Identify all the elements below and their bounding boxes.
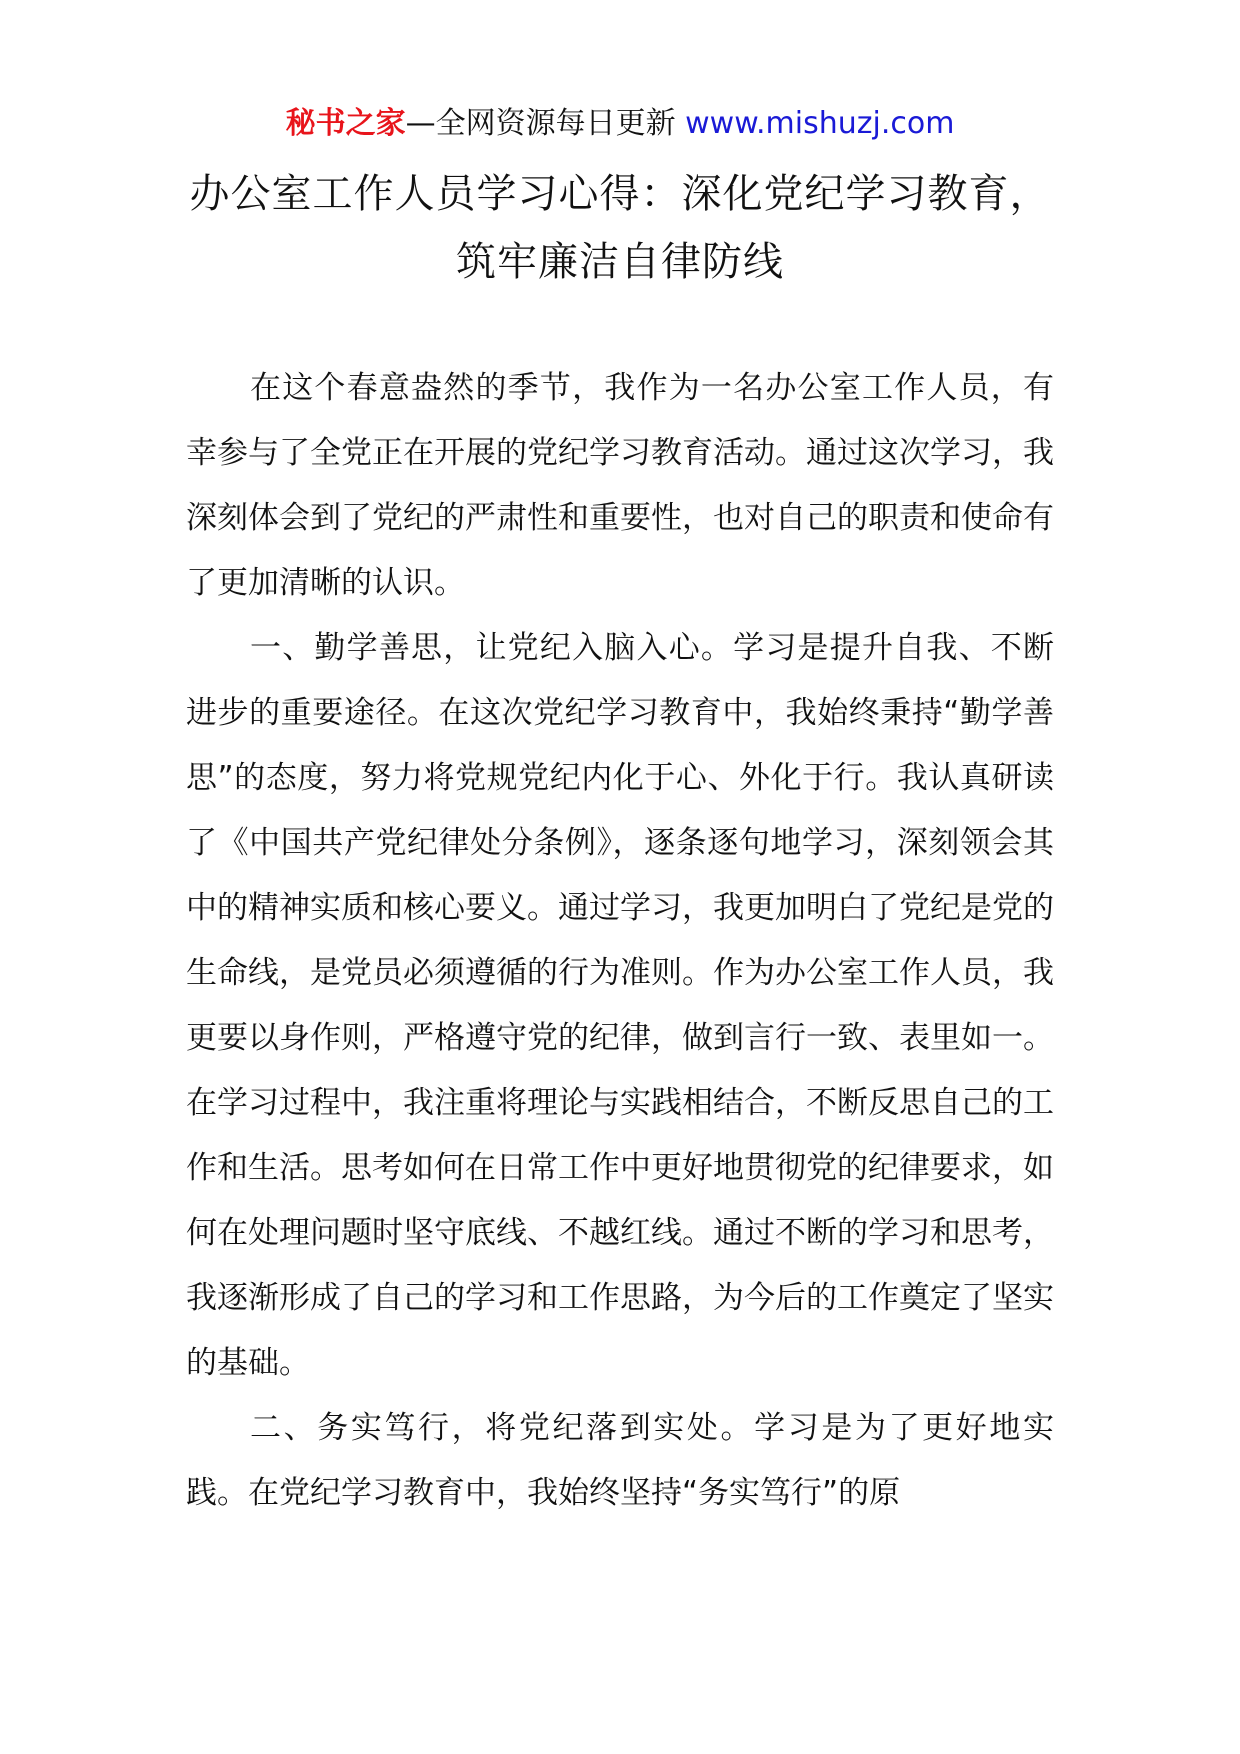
document-title: 办公室工作人员学习心得：深化党纪学习教育，筑牢廉洁自律防线 xyxy=(189,171,1051,285)
brand-name: 秘书之家 xyxy=(285,106,406,141)
source-header xyxy=(0,96,1240,152)
section-two-paragraph: 二、务实笃行，将党纪落到实处。学习是为了更好地实践。在党纪学习教育中，我始终坚持“务实笃行”的原 xyxy=(186,1410,1054,1511)
header-tagline: —全网资源每日更新 xyxy=(405,106,686,141)
website-link[interactable]: www.mishuzj.com xyxy=(685,106,955,141)
document-body xyxy=(186,356,1054,1526)
section-one-paragraph: 一、勤学善思，让党纪入脑入心。学习是提升自我、不断进步的重要途径。在这次党纪学习教育中，我始终秉持“勤学善思”的态度，努力将党规党纪内化于心、外化于行。我认真研读了《中国共产党纪律处分条例》，逐条逐句地学习，深刻领会其中的精神实质和核心要义。通过学习，我更加明白了党纪是党的生命线，是党员必须遵循的行为准则。作为办公室工作人员，我更要以身作则，严格遵守党的纪律，做到言行一致、表里如一。在学习过程中，我注重将理论与实践相结合，不断反思自己的工作和生活。思考如何在日常工作中更好地贯彻党的纪律要求，如何在处理问题时坚守底线、不越红线。通过不断的学习和思考，我逐渐形成了自己的学习和工作思路，为今后的工作奠定了坚实的基础。 xyxy=(186,630,1054,1381)
intro-paragraph: 在这个春意盎然的季节，我作为一名办公室工作人员，有幸参与了全党正在开展的党纪学习教育活动。通过这次学习，我深刻体会到了党纪的严肃性和重要性，也对自己的职责和使命有了更加清晰的认识。 xyxy=(186,370,1054,601)
